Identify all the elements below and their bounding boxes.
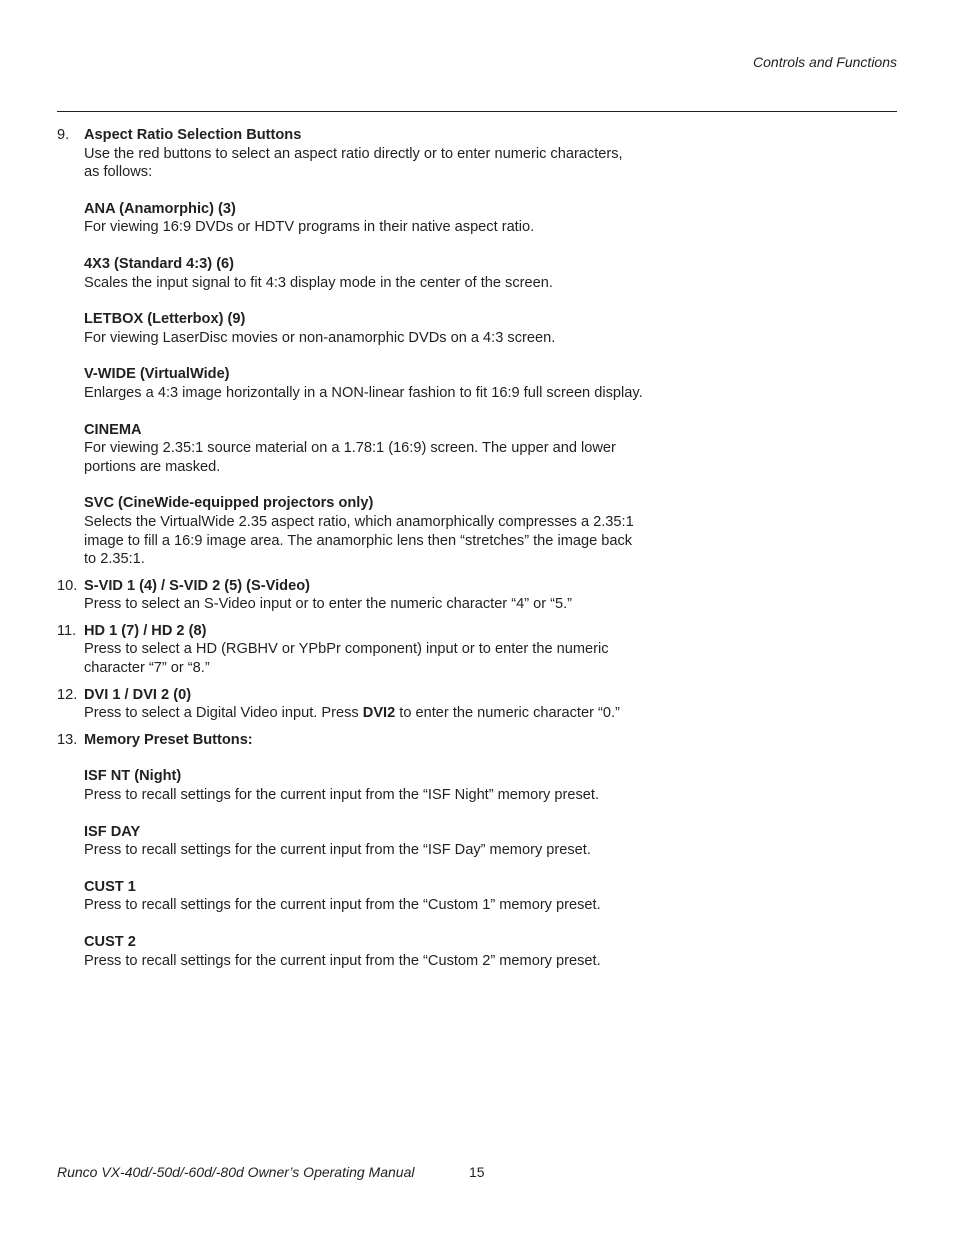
list-item-9 <box>57 126 677 569</box>
item-title: Aspect Ratio Selection Buttons <box>84 127 302 143</box>
list-item-12 <box>57 686 677 723</box>
sub-item-title: V-WIDE (VirtualWide) <box>84 366 230 383</box>
sub-item <box>84 365 677 402</box>
sub-item-description: Enlarges a 4:3 image horizontally in a NON-linear fashion to fit 16:9 full screen display. <box>84 384 643 401</box>
list-item-10 <box>57 577 677 614</box>
sub-item-title: ISF DAY <box>84 823 141 840</box>
page-footer <box>57 1164 485 1180</box>
button-name-dvi2: DVI2 <box>362 705 396 722</box>
sub-item-description: Press to recall settings for the current input from the “ISF Day” memory preset. <box>84 842 591 859</box>
sub-item <box>84 767 677 804</box>
item-title: HD 1 (7) / HD 2 (8) <box>84 622 207 639</box>
item-description: as follows: <box>84 164 153 181</box>
sub-item-title: SVC (CineWide-equipped projectors only) <box>84 495 374 512</box>
item-title: DVI 1 / DVI 2 (0) <box>84 686 192 703</box>
sub-item-title: ISF NT (Night) <box>84 768 182 785</box>
sub-item-description: portions are masked. <box>84 458 221 475</box>
sub-item-title: CINEMA <box>84 421 142 438</box>
sub-item <box>84 494 677 568</box>
description-text: to enter the numeric character “0.” <box>395 705 620 722</box>
item-title: S-VID 1 (4) / S-VID 2 (5) (S-Video) <box>84 577 310 594</box>
sub-item-title: LETBOX (Letterbox) (9) <box>84 311 246 328</box>
sub-item <box>84 421 677 477</box>
header-rule <box>57 111 897 112</box>
sub-item-description: Press to recall settings for the current input from the “Custom 1” memory preset. <box>84 897 601 914</box>
list-item-11 <box>57 622 677 678</box>
item-number: 10. <box>57 577 78 594</box>
sub-item-description: For viewing 2.35:1 source material on a 1.78:1 (16:9) screen. The upper and lower <box>84 440 616 457</box>
item-description: Press to select an S-Video input or to enter the numeric character “4” or “5.” <box>84 596 573 613</box>
sub-item-description: Press to recall settings for the current input from the “ISF Night” memory preset. <box>84 787 600 804</box>
item-title: Memory Preset Buttons: <box>84 731 253 748</box>
page-number: 15 <box>469 1164 485 1180</box>
item-number: 9. <box>57 127 70 143</box>
item-number: 12. <box>57 686 78 703</box>
running-header: Controls and Functions <box>753 54 897 70</box>
sub-item <box>84 255 677 292</box>
page-content <box>57 126 677 970</box>
sub-item-description: Selects the VirtualWide 2.35 aspect ratio, which anamorphically compresses a 2.35:1 <box>84 513 634 530</box>
list-item-13 <box>57 731 677 970</box>
item-number: 13. <box>57 731 78 748</box>
sub-item-title: CUST 1 <box>84 878 136 895</box>
sub-item-title: ANA (Anamorphic) (3) <box>84 200 236 217</box>
item-number: 11. <box>57 622 77 639</box>
sub-item-description: For viewing LaserDisc movies or non-anamorphic DVDs on a 4:3 screen. <box>84 329 556 346</box>
manual-title: Runco VX-40d/-50d/-60d/-80d Owner’s Operating Manual <box>57 1164 415 1180</box>
description-text: Press to select a Digital Video input. Press <box>84 705 363 722</box>
sub-item-title: CUST 2 <box>84 934 136 950</box>
sub-item-description: image to fill a 16:9 image area. The anamorphic lens then “stretches” the image back <box>84 532 633 549</box>
sub-item <box>84 878 677 915</box>
item-description <box>84 704 677 723</box>
sub-item-description: For viewing 16:9 DVDs or HDTV programs in their native aspect ratio. <box>84 219 535 236</box>
sub-item-title: 4X3 (Standard 4:3) (6) <box>84 255 235 272</box>
sub-item-description: to 2.35:1. <box>84 551 145 568</box>
sub-item <box>84 933 677 970</box>
item-description: Press to select a HD (RGBHV or YPbPr component) input or to enter the numeric <box>84 641 609 658</box>
item-description: character “7” or “8.” <box>84 660 210 677</box>
sub-item <box>84 310 677 347</box>
sub-item <box>84 823 677 860</box>
sub-item-description: Scales the input signal to fit 4:3 display mode in the center of the screen. <box>84 274 553 291</box>
sub-item-description: Press to recall settings for the current input from the “Custom 2” memory preset. <box>84 952 601 969</box>
sub-item <box>84 200 677 237</box>
item-description: Use the red buttons to select an aspect ratio directly or to enter numeric characters, <box>84 145 623 162</box>
